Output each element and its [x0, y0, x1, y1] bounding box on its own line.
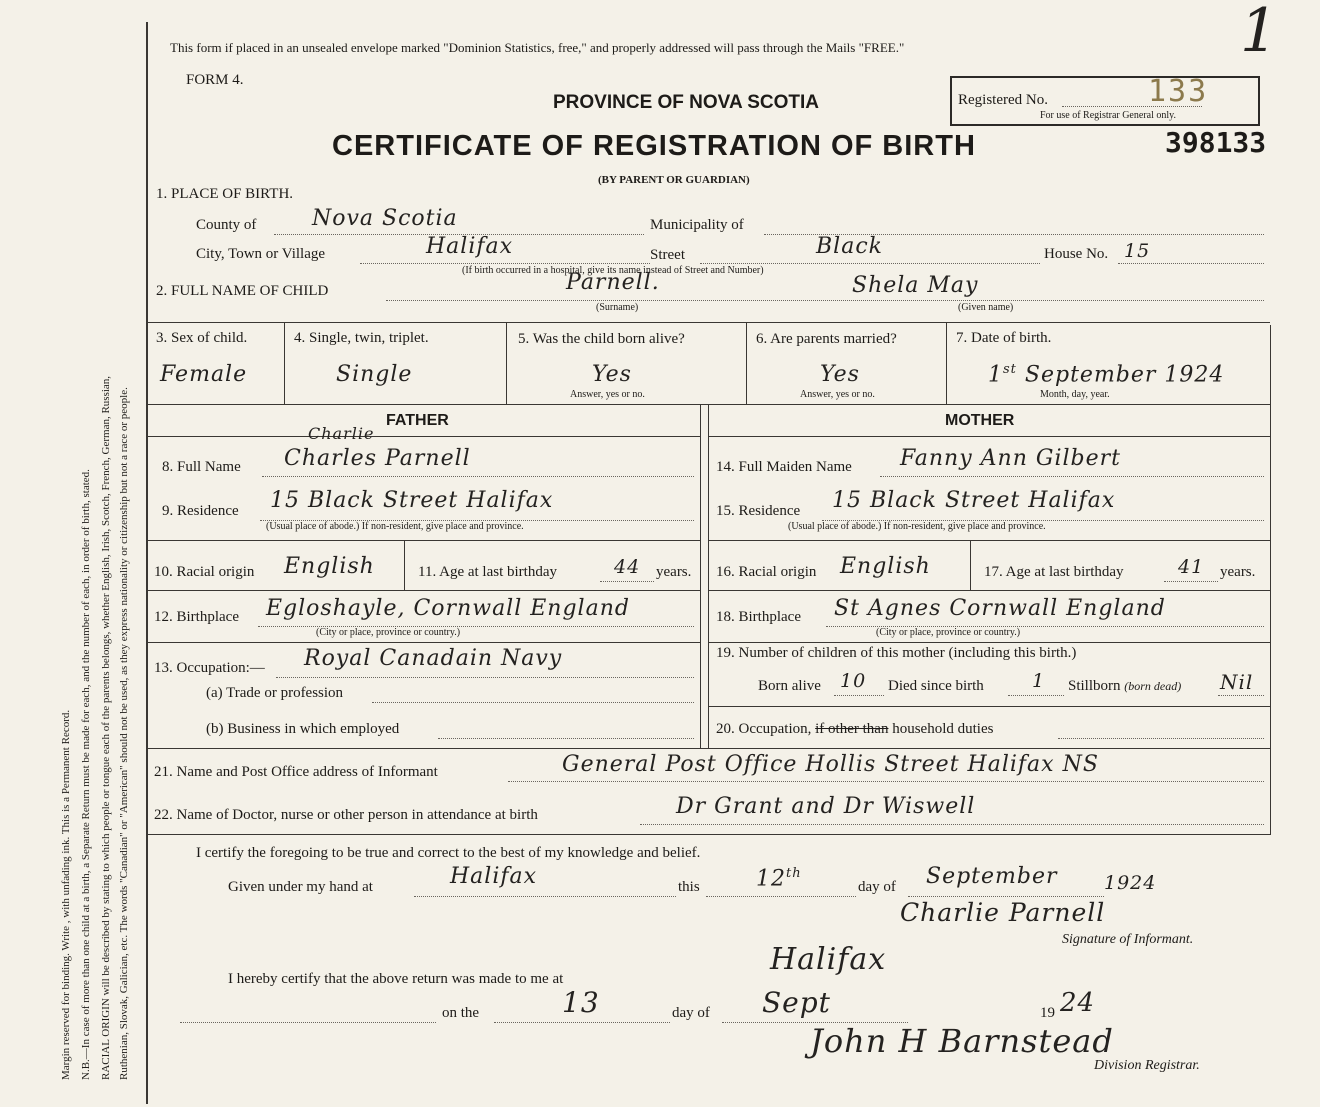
province-heading: PROVINCE OF NOVA SCOTIA — [553, 92, 820, 113]
given-day-line — [706, 896, 856, 897]
margin-note-4: Ruthenian, Slovak, Galician, etc. The words "Canadian" or "American" should not be used, as they express nationality or citizenship but not a race or people. — [118, 387, 130, 1080]
mother-birthplace-value: St Agnes Cornwall England — [834, 596, 1166, 621]
father-years-label: years. — [656, 564, 692, 580]
mother-name-line — [880, 476, 1264, 477]
place-of-birth-label: 1. PLACE OF BIRTH. — [156, 186, 294, 202]
mother-racial-divider — [970, 540, 971, 590]
father-residence-label: 9. Residence — [162, 503, 239, 519]
certificate-number: 398133 — [1165, 126, 1267, 159]
informant-line — [508, 781, 1264, 782]
mother-rule-4 — [708, 590, 1270, 591]
father-age-label: 11. Age at last birthday — [418, 564, 557, 580]
reg-year-prefix: 19 — [1040, 1005, 1055, 1021]
informant-label: 21. Name and Post Office address of Informant — [154, 764, 438, 780]
mother-racial-label: 16. Racial origin — [716, 564, 817, 580]
county-label: County of — [196, 217, 257, 233]
city-line — [360, 263, 650, 264]
given-month-line — [908, 896, 1104, 897]
father-birthplace-label: 12. Birthplace — [154, 609, 239, 625]
mother-racial-value: English — [840, 554, 931, 579]
stillborn-value: Nil — [1220, 670, 1254, 694]
street-value: Black — [816, 234, 883, 259]
born-alive-count-label: Born alive — [758, 678, 821, 694]
county-value: Nova Scotia — [312, 206, 458, 231]
informant-value: General Post Office Hollis Street Halifax NS — [562, 752, 1099, 777]
page-title: CERTIFICATE OF REGISTRATION OF BIRTH — [332, 130, 976, 162]
born-alive-value: Yes — [592, 362, 632, 387]
house-line — [1118, 263, 1264, 264]
child-name-line — [386, 300, 1264, 301]
doctor-line — [640, 824, 1264, 825]
father-rule-4 — [146, 590, 700, 591]
given-day-of-label: day of — [858, 879, 896, 895]
reg-day-line — [494, 1022, 670, 1023]
mother-rule-3 — [708, 540, 1270, 541]
date-of-birth-value: 1st September 1924 — [988, 362, 1225, 388]
mother-name-label: 14. Full Maiden Name — [716, 459, 852, 475]
city-value: Halifax — [426, 234, 514, 259]
father-age-line — [600, 581, 654, 582]
father-occupation-line — [276, 677, 694, 678]
row3-divider-4 — [946, 322, 947, 404]
mother-birthplace-label: 18. Birthplace — [716, 609, 801, 625]
municipality-label: Municipality of — [650, 217, 744, 233]
parents-divider — [700, 404, 701, 748]
margin-note-3: RACIAL ORIGIN will be described by stating to which people or tongue each of the parents belongs, whether English, Irish, Scotch, French, German, Russian, — [100, 375, 112, 1080]
registrar-statement: I hereby certify that the above return was made to me at — [228, 971, 564, 987]
mother-residence-value: 15 Black Street Halifax — [832, 488, 1116, 513]
date-of-birth-caption: Month, day, year. — [1040, 389, 1110, 400]
married-value: Yes — [820, 362, 860, 387]
father-name-correction: Charlie — [308, 424, 375, 443]
reg-day-of-label: day of — [672, 1005, 710, 1021]
given-place-line — [414, 896, 676, 897]
reg-month-value: Sept — [762, 986, 831, 1019]
single-value: Single — [336, 362, 413, 387]
given-under-label: Given under my hand at — [228, 879, 373, 895]
died-label: Died since birth — [888, 678, 984, 694]
child-name-label: 2. FULL NAME OF CHILD — [156, 283, 329, 299]
child-surname: Parnell. — [566, 270, 660, 295]
mother-age-line — [1164, 581, 1218, 582]
father-rule-5 — [146, 642, 700, 643]
died-value: 1 — [1032, 670, 1046, 692]
father-birthplace-value: Egloshayle, Cornwall England — [266, 596, 630, 621]
father-rule-3 — [146, 540, 700, 541]
parents-divider-2 — [708, 404, 709, 748]
mother-occupation-label: 20. Occupation, if other than household duties — [716, 721, 994, 737]
given-this-label: this — [678, 879, 700, 895]
row3-divider-1 — [284, 322, 285, 404]
father-racial-value: English — [284, 554, 375, 579]
reg-day-value: 13 — [562, 986, 600, 1019]
stillborn-line — [1218, 695, 1264, 696]
mother-age-label: 17. Age at last birthday — [984, 564, 1124, 580]
born-alive-caption: Answer, yes or no. — [570, 389, 645, 400]
father-heading: FATHER — [386, 412, 449, 429]
born-alive-count-value: 10 — [840, 670, 867, 692]
mother-residence-caption: (Usual place of abode.) If non-resident, give place and province. — [788, 521, 1046, 532]
doctor-label: 22. Name of Doctor, nurse or other person in attendance at birth — [154, 807, 538, 823]
mother-rule-5 — [708, 642, 1270, 643]
informant-signature-caption: Signature of Informant. — [1062, 932, 1194, 947]
row3-divider-2 — [506, 322, 507, 404]
form-right-border — [1270, 325, 1271, 835]
mother-birthplace-caption: (City or place, province or country.) — [876, 627, 1021, 638]
left-margin-notes — [58, 40, 142, 1100]
row3-top-rule — [146, 322, 1270, 323]
father-age-value: 44 — [614, 556, 641, 578]
mother-rule-6 — [708, 706, 1270, 707]
registrar-place-value: Halifax — [770, 942, 887, 977]
trade-line — [372, 702, 694, 703]
reg-year-value: 24 — [1060, 988, 1096, 1018]
born-alive-label: 5. Was the child born alive? — [518, 331, 685, 347]
form-number: FORM 4. — [186, 72, 244, 88]
city-label: City, Town or Village — [196, 246, 326, 262]
corner-handwritten-mark: 1 — [1240, 0, 1280, 66]
father-name-label: 8. Full Name — [162, 459, 241, 475]
date-of-birth-label: 7. Date of birth. — [956, 330, 1052, 346]
street-label: Street — [650, 247, 685, 263]
certify-top-rule — [146, 834, 1270, 835]
house-value: 15 — [1124, 240, 1151, 262]
mother-occupation-line — [1058, 738, 1264, 739]
parents-bottom-rule — [146, 748, 1270, 749]
married-label: 6. Are parents married? — [756, 331, 897, 347]
father-residence-caption: (Usual place of abode.) If non-resident, give place and province. — [266, 521, 524, 532]
given-name-caption: (Given name) — [958, 302, 1014, 313]
row3-divider-3 — [746, 322, 747, 404]
father-racial-label: 10. Racial origin — [154, 564, 255, 580]
registered-value: 133 — [1148, 74, 1209, 109]
house-label: House No. — [1044, 246, 1109, 262]
single-label: 4. Single, twin, triplet. — [294, 330, 429, 346]
registrar-note: For use of Registrar General only. — [1040, 110, 1176, 121]
stillborn-label: Stillborn (born dead) — [1068, 678, 1182, 694]
sex-label: 3. Sex of child. — [156, 330, 248, 346]
died-line — [1008, 695, 1064, 696]
given-place-value: Halifax — [450, 864, 538, 889]
mother-years-label: years. — [1220, 564, 1256, 580]
given-year-value: 1924 — [1104, 872, 1157, 894]
father-occupation-value: Royal Canadain Navy — [304, 646, 563, 671]
father-residence-value: 15 Black Street Halifax — [270, 488, 554, 513]
registrar-signature-caption: Division Registrar. — [1094, 1058, 1200, 1073]
mail-notice: This form if placed in an unsealed envelope marked "Dominion Statistics, free," and properly addressed will pass through the Mails "FREE." — [170, 40, 905, 55]
given-day-value: 12th — [756, 866, 802, 892]
children-count-label: 19. Number of children of this mother (including this birth.) — [716, 645, 1077, 661]
father-racial-divider — [404, 540, 405, 590]
on-the-label: on the — [442, 1005, 480, 1021]
trade-label: (a) Trade or profession — [206, 685, 344, 701]
father-birthplace-caption: (City or place, province or country.) — [316, 627, 461, 638]
surname-caption: (Surname) — [596, 302, 639, 313]
certify-statement: I certify the foregoing to be true and correct to the best of my knowledge and belief. — [196, 845, 701, 861]
father-heading-rule — [146, 436, 700, 437]
margin-note-2: N.B.—In case of more than one child at a birth, a Separate Return must be made for each, and the number of each, in order of birth, stated. — [80, 469, 92, 1080]
child-given-name: Shela May — [852, 273, 979, 298]
page-subtitle: (BY PARENT OR GUARDIAN) — [598, 174, 750, 186]
doctor-value: Dr Grant and Dr Wiswell — [676, 794, 976, 819]
hospital-note: (If birth occurred in a hospital, give its name instead of Street and Number) — [462, 265, 764, 276]
business-label: (b) Business in which employed — [206, 721, 400, 737]
mother-residence-label: 15. Residence — [716, 503, 801, 519]
sex-value: Female — [160, 362, 248, 387]
street-line — [700, 263, 1040, 264]
margin-note-1: Margin reserved for binding. Write , with unfading ink. This is a Permanent Record. — [60, 709, 72, 1080]
registered-label: Registered No. — [958, 92, 1048, 108]
mother-age-value: 41 — [1178, 556, 1205, 578]
mother-heading-rule — [708, 436, 1270, 437]
informant-signature: Charlie Parnell — [900, 898, 1106, 927]
registrar-place-line — [180, 1022, 436, 1023]
father-name-line — [262, 476, 694, 477]
mother-heading: MOTHER — [945, 412, 1015, 429]
form-left-border — [146, 22, 148, 1104]
father-occupation-label: 13. Occupation:— — [154, 660, 265, 676]
business-line — [438, 738, 694, 739]
mother-name-value: Fanny Ann Gilbert — [900, 446, 1121, 471]
given-month-value: September — [926, 864, 1058, 889]
father-name-value: Charles Parnell — [284, 446, 471, 471]
married-caption: Answer, yes or no. — [800, 389, 875, 400]
born-alive-count-line — [834, 695, 884, 696]
registrar-signature: John H Barnstead — [810, 1022, 1114, 1060]
